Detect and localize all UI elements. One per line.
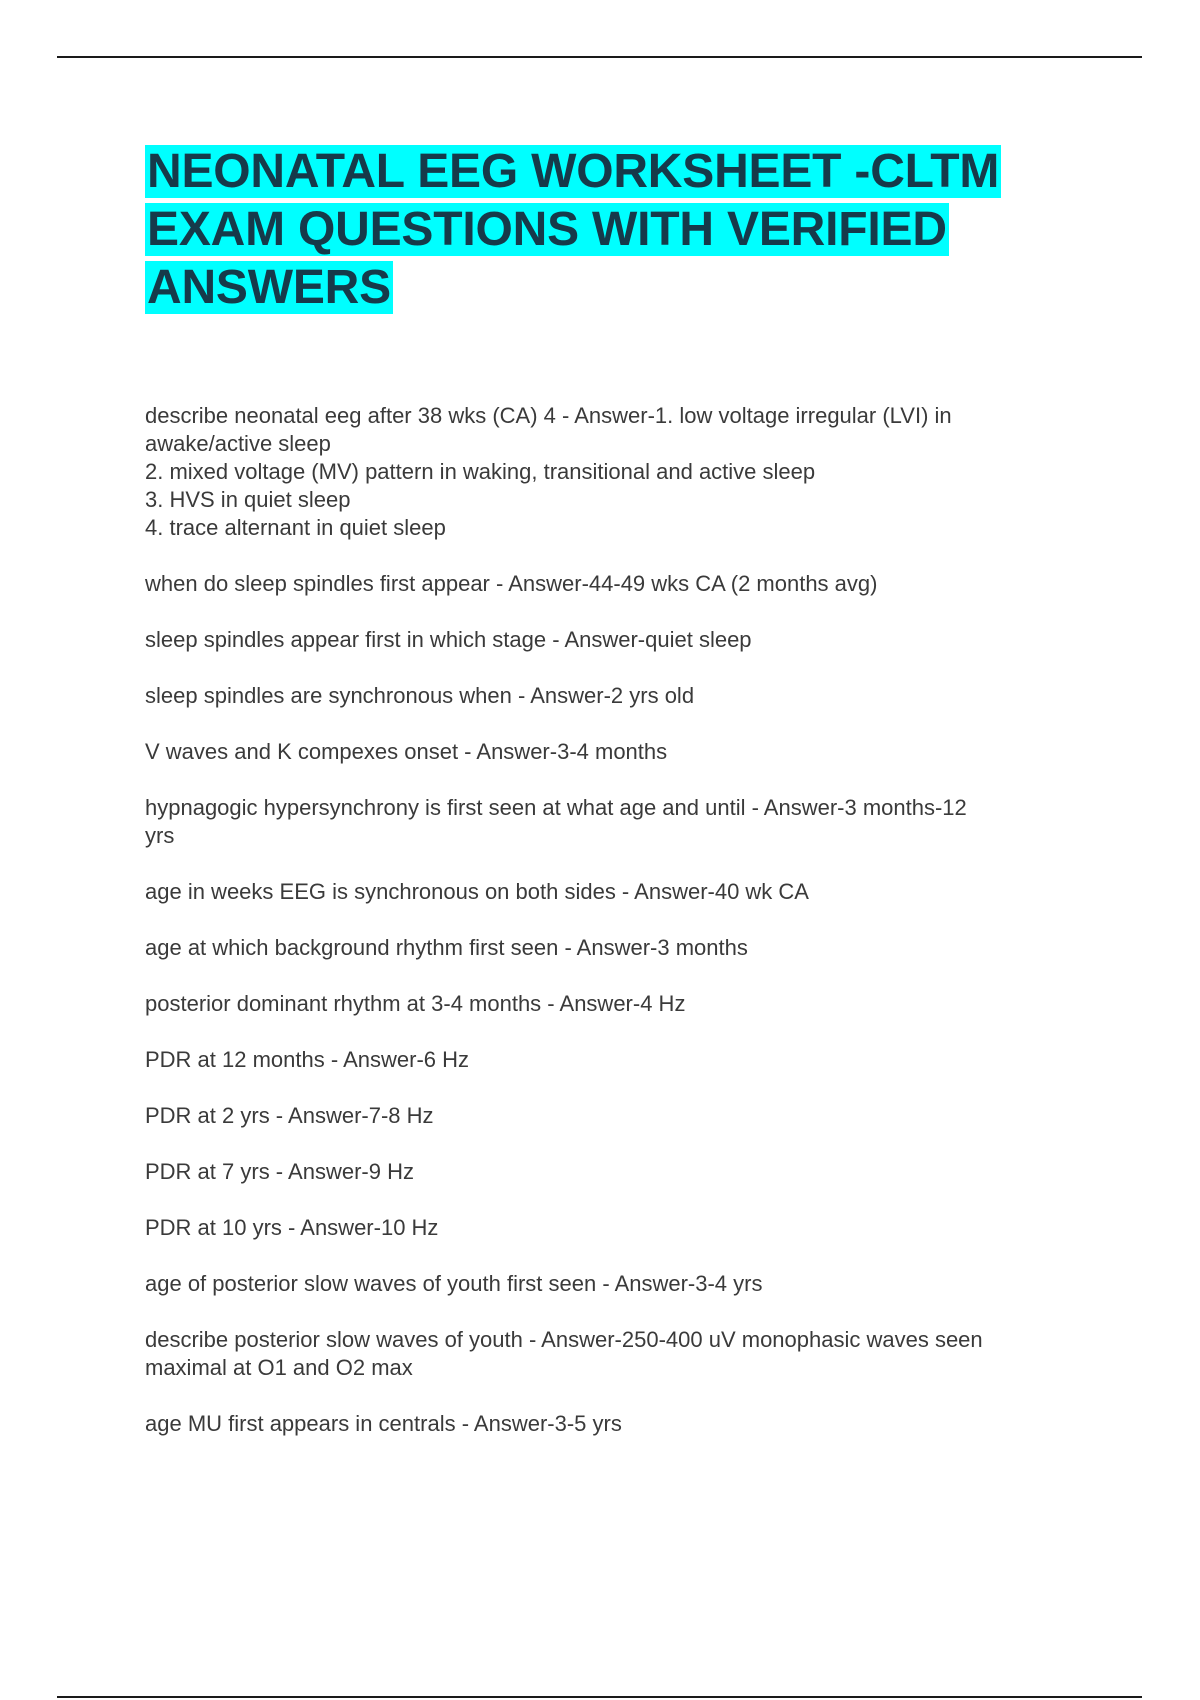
- qa-item: age of posterior slow waves of youth first seen - Answer-3-4 yrs: [145, 1271, 763, 1296]
- footer-rule: [57, 1696, 1142, 1698]
- question-answer-list: [145, 402, 1085, 1466]
- qa-item: hypnagogic hypersynchrony is first seen at what age and until - Answer-3 months-12 yrs: [145, 795, 967, 848]
- title-line-3: ANSWERS: [147, 261, 391, 314]
- qa-item: age MU first appears in centrals - Answer-3-5 yrs: [145, 1411, 622, 1436]
- qa-item: PDR at 2 yrs - Answer-7-8 Hz: [145, 1103, 434, 1128]
- qa-item: age at which background rhythm first seen - Answer-3 months: [145, 935, 748, 960]
- title-line-1: NEONATAL EEG WORKSHEET -CLTM: [147, 145, 1000, 198]
- qa-item: when do sleep spindles first appear - Answer-44-49 wks CA (2 months avg): [145, 571, 878, 596]
- page-title: [145, 143, 1105, 317]
- qa-item: describe neonatal eeg after 38 wks (CA) 4 - Answer-1. low voltage irregular (LVI) in awake/active sleep 2. mixed voltage (MV) pattern in waking, transitional and active sleep 3. HVS in quiet sleep 4. trace alternant in quiet sleep: [145, 403, 952, 540]
- qa-item: V waves and K compexes onset - Answer-3-4 months: [145, 739, 668, 764]
- qa-item: sleep spindles are synchronous when - Answer-2 yrs old: [145, 683, 695, 708]
- title-line-2: EXAM QUESTIONS WITH VERIFIED: [147, 203, 947, 256]
- qa-item: sleep spindles appear first in which stage - Answer-quiet sleep: [145, 627, 752, 652]
- qa-item: posterior dominant rhythm at 3-4 months - Answer-4 Hz: [145, 991, 686, 1016]
- qa-item: age in weeks EEG is synchronous on both sides - Answer-40 wk CA: [145, 879, 809, 904]
- qa-item: PDR at 12 months - Answer-6 Hz: [145, 1047, 470, 1072]
- qa-item: describe posterior slow waves of youth - Answer-250-400 uV monophasic waves seen maximal at O1 and O2 max: [145, 1327, 983, 1380]
- header-rule: [57, 56, 1142, 58]
- qa-item: PDR at 7 yrs - Answer-9 Hz: [145, 1159, 414, 1184]
- qa-item: PDR at 10 yrs - Answer-10 Hz: [145, 1215, 439, 1240]
